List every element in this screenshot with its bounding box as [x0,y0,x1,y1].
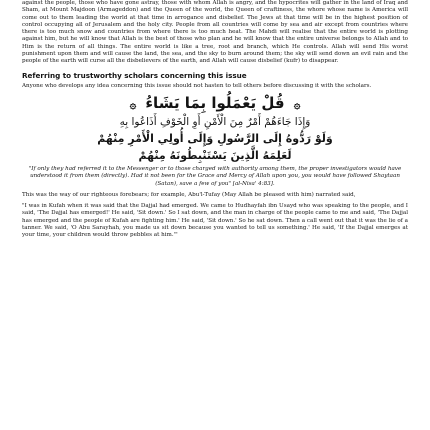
arabic-title-text: قُلْ يَعْمَلُوا بِمَا يَشَاءُ [145,93,285,112]
body-paragraph-scholars: Anyone who develops any idea concerning this issue should not hasten to tell others before discussing it with the scholars. [22,82,372,89]
rub-el-hizb-icon: ۞ [129,97,137,111]
arabic-verse-line-2: لَعَلِمَهُ الَّذِينَ يَسْتَنْبِطُونَهُ مِنْهُمْ [138,148,292,162]
document-page [22,0,408,430]
arabic-quote-line: وَإِذَا جَاءَهُمْ أَمْرٌ مِنَ الْأَمْنِ أَوِ الْخَوْفِ أَذَاعُوا بِهِ [119,115,311,128]
verse-translation: "If only they had referred it to the Messenger or to those charged with authority among them, the proper investigators would have understood it from them (directly). Had it not been for the Grace and Mercy of Allah upon you, you would have followed Shaytaan (Satan), save a few of you" [al-Nisa' 4:83]. [28,165,402,187]
body-paragraph-kufah-narration: "I was in Kufah when it was said that the Dajjal had emerged. We came to Hudhayfah ibn Usayd who was speaking to the people, and I said, 'The Dajjal has emerged!' He said, 'Sit down.' So I sat down, and the man in charge of the people came to me and said, 'The Dajjal has emerged and the people of Kufah are fighting him.' He said, 'Sit down.' So he sat down. Then a call went out that it was the lie of a tanner. We said, 'O Abu Sarayhah, you made us sit down because you wanted to tell us something.' He said, 'If the Dajjal emerges at your time, your children would throw pebbles at him.'" [22,203,408,239]
arabic-calligraphy-title [22,93,408,115]
body-paragraph-forebears: This was the way of our righteous forebears; for example, Abu'l-Tufay (May Allah be pleased with him) narrated said, [22,191,356,198]
rub-el-hizb-icon: ۞ [293,97,301,111]
section-heading: Referring to trustworthy scholars concerning this issue [22,70,247,80]
arabic-verse-line-1: وَلَوْ رَدُّوهُ إِلَى الرَّسُولِ وَإِلَى أُولِي الْأَمْرِ مِنْهُمْ [97,131,333,145]
body-paragraph-armageddon: against the people, those who have gone astray, those with whom Allah is angry, and the hypocrites will gather in the land of Iraq and Sham, at Mount Majdoon (Armageddon) and the Queen of the world, the Queen of craftiness, the whore whose name is America will come out to them leading the world at that time in arrogance and disbelief. The Jews at that time will be in the highest position of control occupying all of Jerusalem and the holy city. People from all countries will come by sea and air except from countries where there is too much snow and countries from where there is too much heat. The Mahdi will realise that the entire world is plotting against him, but he will know that Allah is the best of those who plan and he will know that the entire universe belongs to Allah and to Him is the return of all things. The entire world is like a tree, root and branch, which He controls. Allah will send His worst punishment upon them and will cause the land, the sea, and the sky to burn around them; the sky will send down an evil rain and the people of the earth will curse all the disbelievers of the earth, and Allah will cause disbelief (kufr) to disappear. [22,0,408,65]
